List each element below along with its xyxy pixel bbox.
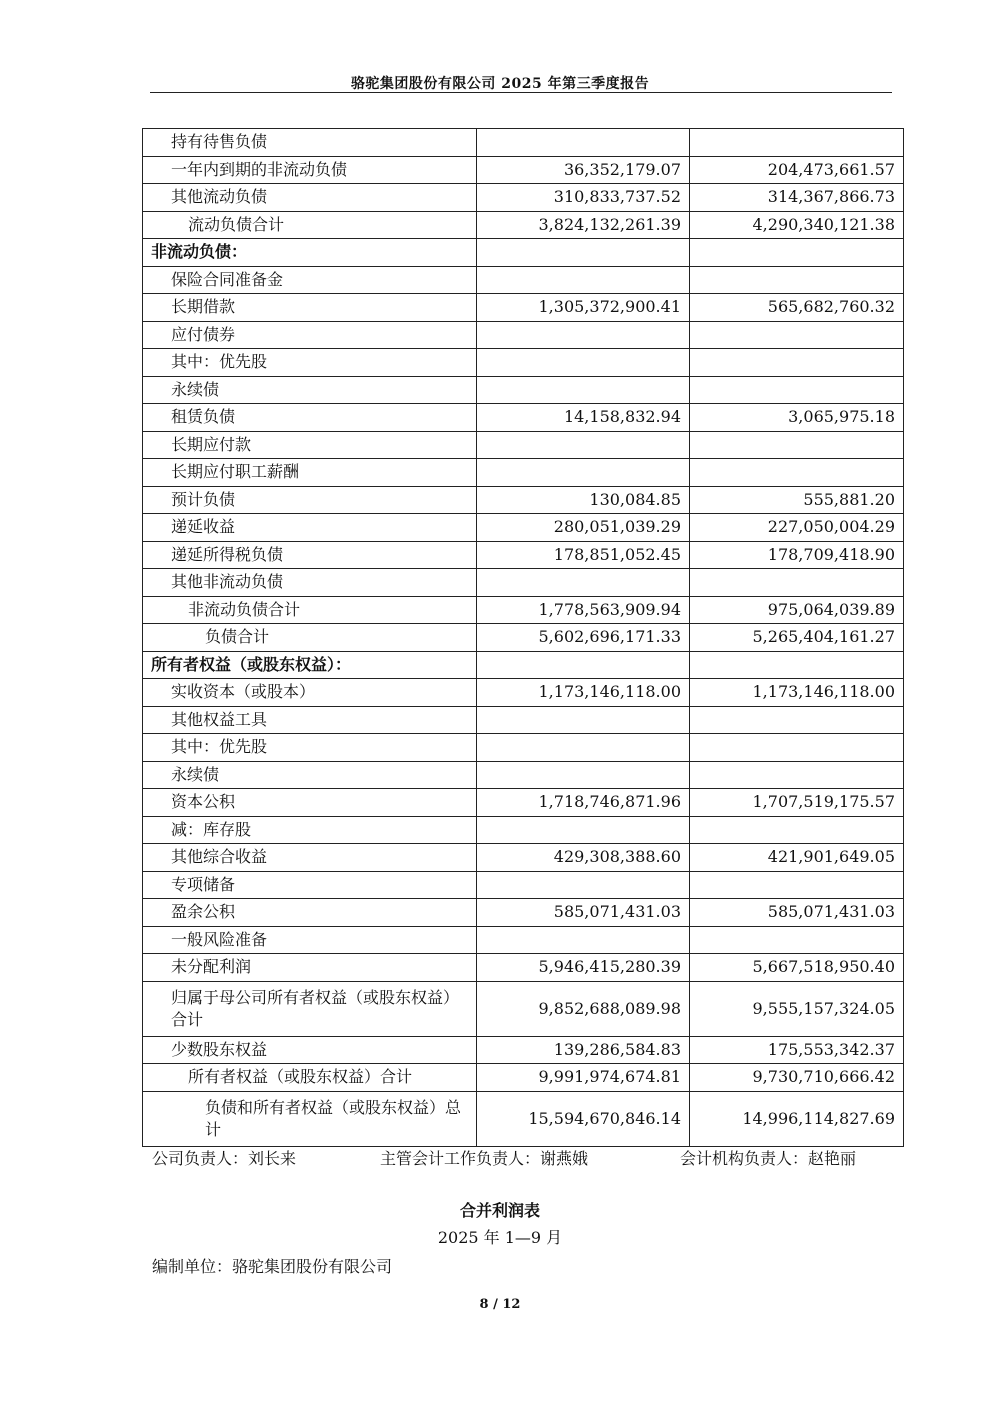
row-label: 一年内到期的非流动负债	[143, 156, 477, 184]
prior-period-value: 314,367,866.73	[690, 184, 904, 212]
table-row	[143, 651, 904, 679]
income-statement-period: 2025 年 1—9 月	[437, 1228, 563, 1247]
current-period-value: 1,173,146,118.00	[477, 679, 690, 707]
current-period-value	[477, 871, 690, 899]
table-row	[143, 184, 904, 212]
row-label: 永续债	[143, 761, 477, 789]
row-label: 其中：优先股	[143, 734, 477, 762]
current-period-value	[477, 376, 690, 404]
current-period-value: 15,594,670,846.14	[477, 1091, 690, 1146]
current-period-value	[477, 816, 690, 844]
current-period-value	[477, 431, 690, 459]
prior-period-value: 5,667,518,950.40	[690, 954, 904, 982]
table-row	[143, 459, 904, 487]
current-period-value	[477, 321, 690, 349]
current-period-value: 9,852,688,089.98	[477, 981, 690, 1036]
current-period-value	[477, 349, 690, 377]
current-period-value: 585,071,431.03	[477, 899, 690, 927]
prior-period-value: 5,265,404,161.27	[690, 624, 904, 652]
prior-period-value: 421,901,649.05	[690, 844, 904, 872]
accounting-head-signature: 主管会计工作负责人：谢燕娥	[380, 1149, 589, 1168]
current-period-value	[477, 651, 690, 679]
table-row	[143, 569, 904, 597]
table-row	[143, 816, 904, 844]
page-number: 8 / 12	[479, 1297, 521, 1312]
table-row	[143, 954, 904, 982]
report-header-title: 骆驼集团股份有限公司 2025 年第三季度报告	[350, 76, 650, 92]
table-row	[143, 514, 904, 542]
prior-period-value	[690, 239, 904, 267]
table-row	[143, 431, 904, 459]
row-label: 负债合计	[143, 624, 477, 652]
current-period-value	[477, 761, 690, 789]
prior-period-value: 565,682,760.32	[690, 294, 904, 322]
row-label: 预计负债	[143, 486, 477, 514]
row-label: 非流动负债：	[143, 239, 477, 267]
table-row	[143, 156, 904, 184]
current-period-value: 5,602,696,171.33	[477, 624, 690, 652]
row-label: 永续债	[143, 376, 477, 404]
row-label: 所有者权益（或股东权益）合计	[143, 1064, 477, 1092]
current-period-value: 3,824,132,261.39	[477, 211, 690, 239]
prior-period-value	[690, 266, 904, 294]
prior-period-value: 9,555,157,324.05	[690, 981, 904, 1036]
current-period-value: 36,352,179.07	[477, 156, 690, 184]
prior-period-value	[690, 129, 904, 157]
prior-period-value: 227,050,004.29	[690, 514, 904, 542]
table-row	[143, 349, 904, 377]
table-row	[143, 541, 904, 569]
prior-period-value	[690, 926, 904, 954]
current-period-value	[477, 266, 690, 294]
row-label: 其他流动负债	[143, 184, 477, 212]
header-divider	[150, 92, 892, 93]
current-period-value	[477, 129, 690, 157]
current-period-value	[477, 459, 690, 487]
table-row	[143, 981, 904, 1036]
prior-period-value	[690, 871, 904, 899]
row-label: 持有待售负债	[143, 129, 477, 157]
row-label: 实收资本（或股本）	[143, 679, 477, 707]
current-period-value: 139,286,584.83	[477, 1036, 690, 1064]
row-label: 其他非流动负债	[143, 569, 477, 597]
prior-period-value	[690, 349, 904, 377]
current-period-value	[477, 706, 690, 734]
table-row	[143, 734, 904, 762]
prior-period-value	[690, 761, 904, 789]
table-row	[143, 266, 904, 294]
table-row	[143, 596, 904, 624]
prior-period-value: 585,071,431.03	[690, 899, 904, 927]
current-period-value	[477, 569, 690, 597]
prior-period-value	[690, 651, 904, 679]
row-label: 长期应付款	[143, 431, 477, 459]
prior-period-value: 975,064,039.89	[690, 596, 904, 624]
table-row	[143, 624, 904, 652]
row-label: 负债和所有者权益（或股东权益）总计	[143, 1091, 477, 1146]
row-label: 少数股东权益	[143, 1036, 477, 1064]
table-row	[143, 1091, 904, 1146]
current-period-value: 5,946,415,280.39	[477, 954, 690, 982]
prior-period-value: 3,065,975.18	[690, 404, 904, 432]
current-period-value: 429,308,388.60	[477, 844, 690, 872]
balance-sheet-body	[143, 129, 904, 1147]
dept-head-signature: 会计机构负责人：赵艳丽	[680, 1149, 857, 1168]
income-statement-title: 合并利润表	[459, 1201, 540, 1220]
table-row	[143, 294, 904, 322]
table-row	[143, 321, 904, 349]
row-label: 租赁负债	[143, 404, 477, 432]
prior-period-value: 1,707,519,175.57	[690, 789, 904, 817]
current-period-value: 280,051,039.29	[477, 514, 690, 542]
row-label: 流动负债合计	[143, 211, 477, 239]
prior-period-value	[690, 431, 904, 459]
prior-period-value: 178,709,418.90	[690, 541, 904, 569]
current-period-value: 130,084.85	[477, 486, 690, 514]
balance-sheet-table	[142, 128, 904, 1147]
row-label: 保险合同准备金	[143, 266, 477, 294]
table-row	[143, 1036, 904, 1064]
prior-period-value: 4,290,340,121.38	[690, 211, 904, 239]
row-label: 减：库存股	[143, 816, 477, 844]
row-label: 所有者权益（或股东权益）：	[143, 651, 477, 679]
row-label: 其他权益工具	[143, 706, 477, 734]
current-period-value: 1,718,746,871.96	[477, 789, 690, 817]
current-period-value: 310,833,737.52	[477, 184, 690, 212]
row-label: 未分配利润	[143, 954, 477, 982]
prior-period-value	[690, 734, 904, 762]
table-row	[143, 789, 904, 817]
table-row	[143, 1064, 904, 1092]
prior-period-value: 175,553,342.37	[690, 1036, 904, 1064]
prior-period-value	[690, 321, 904, 349]
table-row	[143, 899, 904, 927]
table-row	[143, 486, 904, 514]
row-label: 递延收益	[143, 514, 477, 542]
row-label: 长期应付职工薪酬	[143, 459, 477, 487]
current-period-value	[477, 239, 690, 267]
prior-period-value	[690, 569, 904, 597]
table-row	[143, 211, 904, 239]
row-label: 长期借款	[143, 294, 477, 322]
current-period-value: 14,158,832.94	[477, 404, 690, 432]
table-row	[143, 926, 904, 954]
table-row	[143, 404, 904, 432]
row-label: 其中：优先股	[143, 349, 477, 377]
prior-period-value	[690, 376, 904, 404]
table-row	[143, 679, 904, 707]
prior-period-value: 1,173,146,118.00	[690, 679, 904, 707]
table-row	[143, 239, 904, 267]
company-head-signature: 公司负责人：刘长来	[152, 1149, 297, 1168]
row-label: 递延所得税负债	[143, 541, 477, 569]
current-period-value: 1,305,372,900.41	[477, 294, 690, 322]
row-label: 非流动负债合计	[143, 596, 477, 624]
row-label: 专项储备	[143, 871, 477, 899]
row-label: 一般风险准备	[143, 926, 477, 954]
current-period-value: 1,778,563,909.94	[477, 596, 690, 624]
prior-period-value: 14,996,114,827.69	[690, 1091, 904, 1146]
current-period-value	[477, 926, 690, 954]
current-period-value	[477, 734, 690, 762]
row-label: 归属于母公司所有者权益（或股东权益）合计	[143, 981, 477, 1036]
prior-period-value	[690, 459, 904, 487]
row-label: 其他综合收益	[143, 844, 477, 872]
prior-period-value	[690, 706, 904, 734]
prior-period-value: 204,473,661.57	[690, 156, 904, 184]
table-row	[143, 761, 904, 789]
prior-period-value: 9,730,710,666.42	[690, 1064, 904, 1092]
prior-period-value: 555,881.20	[690, 486, 904, 514]
row-label: 应付债券	[143, 321, 477, 349]
table-row	[143, 871, 904, 899]
preparing-unit: 编制单位：骆驼集团股份有限公司	[152, 1257, 393, 1276]
table-row	[143, 129, 904, 157]
current-period-value: 9,991,974,674.81	[477, 1064, 690, 1092]
current-period-value: 178,851,052.45	[477, 541, 690, 569]
table-row	[143, 844, 904, 872]
prior-period-value	[690, 816, 904, 844]
row-label: 资本公积	[143, 789, 477, 817]
row-label: 盈余公积	[143, 899, 477, 927]
table-row	[143, 376, 904, 404]
table-row	[143, 706, 904, 734]
